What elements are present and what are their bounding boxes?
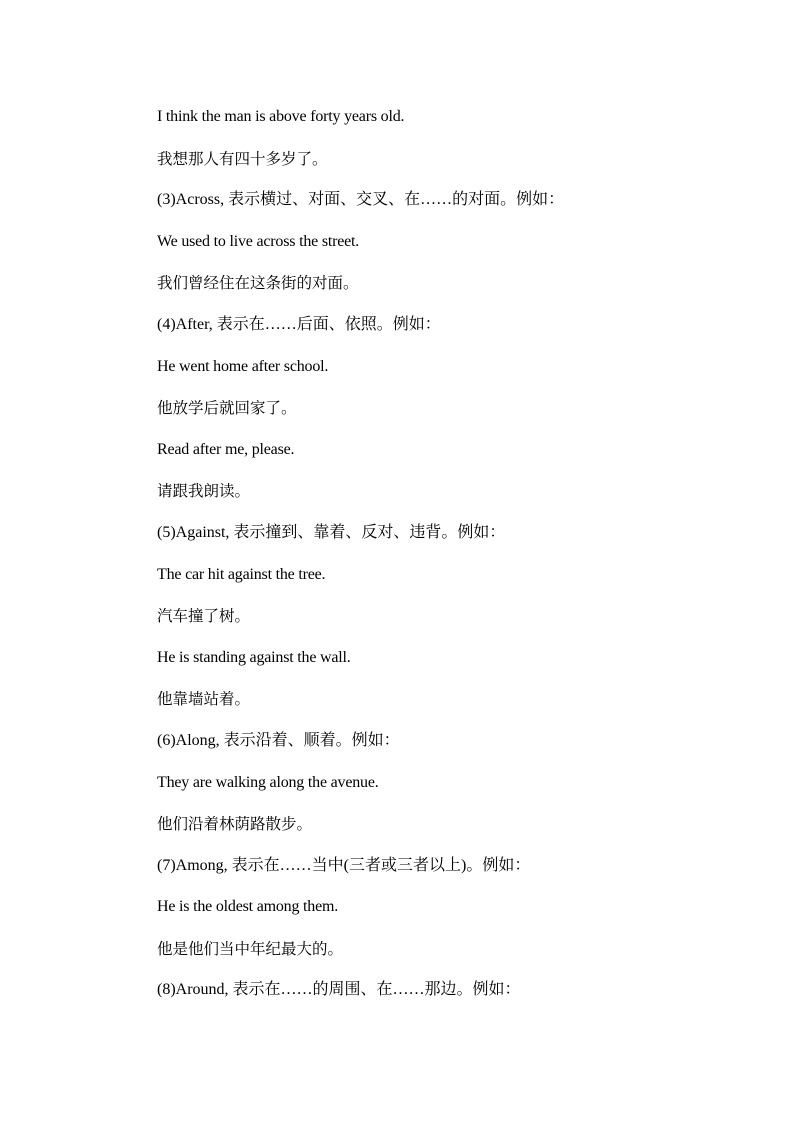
example-sentence-en: Read after me, please. bbox=[157, 440, 295, 458]
example-sentence-en: He went home after school. bbox=[157, 357, 329, 375]
example-translation-zh: 请跟我朗读。 bbox=[157, 482, 251, 501]
example-sentence-en: We used to live across the street. bbox=[157, 232, 360, 250]
example-translation-zh: 他靠墙站着。 bbox=[157, 690, 251, 709]
example-sentence-en: He is standing against the wall. bbox=[157, 648, 351, 666]
example-translation-zh: 我们曾经住在这条街的对面。 bbox=[157, 274, 359, 293]
section-heading-against: (5)Against, 表示撞到、靠着、反对、违背。例如： bbox=[157, 523, 506, 541]
example-sentence-en: They are walking along the avenue. bbox=[157, 773, 379, 791]
example-sentence-en: He is the oldest among them. bbox=[157, 898, 339, 916]
example-translation-zh: 我想那人有四十多岁了。 bbox=[157, 149, 328, 168]
section-heading-along: (6)Along, 表示沿着、顺着。例如： bbox=[157, 731, 400, 749]
document-body bbox=[157, 104, 757, 1019]
example-translation-zh: 他放学后就回家了。 bbox=[157, 399, 297, 418]
section-heading-after: (4)After, 表示在……后面、依照。例如： bbox=[157, 315, 441, 333]
example-translation-zh: 汽车撞了树。 bbox=[157, 607, 251, 626]
example-translation-zh: 他是他们当中年纪最大的。 bbox=[157, 939, 344, 958]
example-sentence-en: The car hit against the tree. bbox=[157, 565, 326, 583]
example-sentence-en: I think the man is above forty years old. bbox=[157, 108, 405, 125]
section-heading-around: (8)Around, 表示在……的周围、在……那边。例如： bbox=[157, 981, 521, 999]
section-heading-across: (3)Across, 表示横过、对面、交叉、在……的对面。例如： bbox=[157, 191, 565, 209]
example-translation-zh: 他们沿着林荫路散步。 bbox=[157, 815, 313, 834]
section-heading-among: (7)Among, 表示在……当中(三者或三者以上)。例如： bbox=[157, 856, 531, 874]
